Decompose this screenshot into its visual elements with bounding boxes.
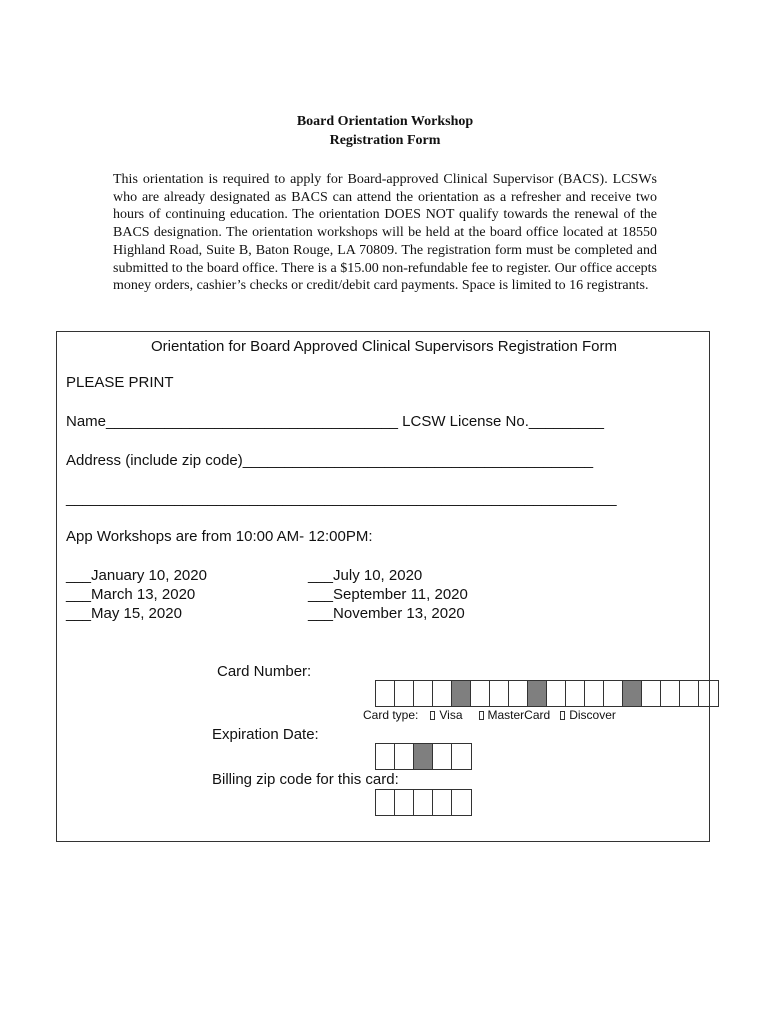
card-type-mastercard[interactable] bbox=[479, 708, 551, 722]
card-digit-box[interactable] bbox=[395, 681, 414, 706]
card-digit-box[interactable] bbox=[680, 681, 699, 706]
checkbox-icon[interactable] bbox=[560, 711, 565, 720]
card-separator-box bbox=[528, 681, 547, 706]
card-type-visa[interactable] bbox=[430, 708, 462, 722]
card-type-label: Card type: bbox=[363, 708, 419, 722]
date-option-may[interactable]: ___May 15, 2020 bbox=[66, 605, 182, 622]
card-type-discover-label: Discover bbox=[569, 708, 616, 722]
card-type-visa-label: Visa bbox=[439, 708, 463, 722]
form-title: Orientation for Board Approved Clinical Supervisors Registration Form bbox=[150, 338, 618, 355]
address-line-2[interactable]: __________________________________________________________________ bbox=[66, 490, 617, 507]
card-digit-box[interactable] bbox=[471, 681, 490, 706]
card-digit-box[interactable] bbox=[661, 681, 680, 706]
checkbox-icon[interactable] bbox=[479, 711, 484, 720]
expiration-separator-box bbox=[414, 744, 433, 769]
title-line-2: Registration Form bbox=[329, 133, 441, 148]
billing-zip-label: Billing zip code for this card: bbox=[212, 771, 399, 788]
card-number-label: Card Number: bbox=[217, 663, 312, 680]
billing-zip-boxes[interactable] bbox=[375, 789, 472, 816]
card-type-mastercard-label: MasterCard bbox=[487, 708, 551, 722]
card-separator-box bbox=[623, 681, 642, 706]
expiration-boxes[interactable] bbox=[375, 743, 472, 770]
card-digit-box[interactable] bbox=[642, 681, 661, 706]
expiration-digit-box[interactable] bbox=[395, 744, 414, 769]
registration-form-box bbox=[56, 331, 710, 842]
date-option-sep[interactable]: ___September 11, 2020 bbox=[308, 586, 468, 603]
expiration-digit-box[interactable] bbox=[452, 744, 471, 769]
zip-digit-box[interactable] bbox=[452, 790, 471, 815]
card-type-row bbox=[363, 708, 616, 722]
card-digit-box[interactable] bbox=[414, 681, 433, 706]
card-digit-box[interactable] bbox=[547, 681, 566, 706]
please-print-label: PLEASE PRINT bbox=[66, 374, 174, 391]
date-option-jul[interactable]: ___July 10, 2020 bbox=[308, 567, 423, 584]
name-license-line[interactable]: Name___________________________________ LCSW License No._________ bbox=[66, 413, 604, 430]
expiration-digit-box[interactable] bbox=[433, 744, 452, 769]
card-number-boxes[interactable] bbox=[375, 680, 719, 707]
card-digit-box[interactable] bbox=[585, 681, 604, 706]
card-digit-box[interactable] bbox=[604, 681, 623, 706]
date-option-nov[interactable]: ___November 13, 2020 bbox=[308, 605, 465, 622]
card-type-discover[interactable] bbox=[560, 708, 616, 722]
card-digit-box[interactable] bbox=[433, 681, 452, 706]
card-digit-box[interactable] bbox=[566, 681, 585, 706]
address-line[interactable]: Address (include zip code)__________________________________________ bbox=[66, 452, 594, 469]
zip-digit-box[interactable] bbox=[433, 790, 452, 815]
date-option-mar[interactable]: ___March 13, 2020 bbox=[66, 586, 196, 603]
card-digit-box[interactable] bbox=[376, 681, 395, 706]
card-digit-box[interactable] bbox=[699, 681, 718, 706]
expiration-label: Expiration Date: bbox=[212, 726, 319, 743]
card-separator-box bbox=[452, 681, 471, 706]
card-digit-box[interactable] bbox=[490, 681, 509, 706]
zip-digit-box[interactable] bbox=[376, 790, 395, 815]
workshops-heading: App Workshops are from 10:00 AM- 12:00PM: bbox=[66, 528, 373, 545]
date-option-jan[interactable]: ___January 10, 2020 bbox=[66, 567, 207, 584]
expiration-digit-box[interactable] bbox=[376, 744, 395, 769]
card-digit-box[interactable] bbox=[509, 681, 528, 706]
checkbox-icon[interactable] bbox=[430, 711, 435, 720]
zip-digit-box[interactable] bbox=[395, 790, 414, 815]
zip-digit-box[interactable] bbox=[414, 790, 433, 815]
title-line-1: Board Orientation Workshop bbox=[296, 114, 474, 129]
intro-paragraph: This orientation is required to apply for Board-approved Clinical Supervisor (BACS). LCSWs who are already designated as BACS can attend the orientation as a refresher and receive two hours of continuing education. The orientation DOES NOT qualify towards the renewal of the BACS designation. The orientation workshops will be held at the board office located at 18550 Highland Road, Suite B, Baton Rouge, LA 70809. The registration form must be completed and submitted to the board office. There is a $15.00 non-refundable fee to register. Our office accepts money orders, cashier’s checks or credit/debit card payments. Space is limited to 16 registrants. bbox=[113, 172, 657, 294]
